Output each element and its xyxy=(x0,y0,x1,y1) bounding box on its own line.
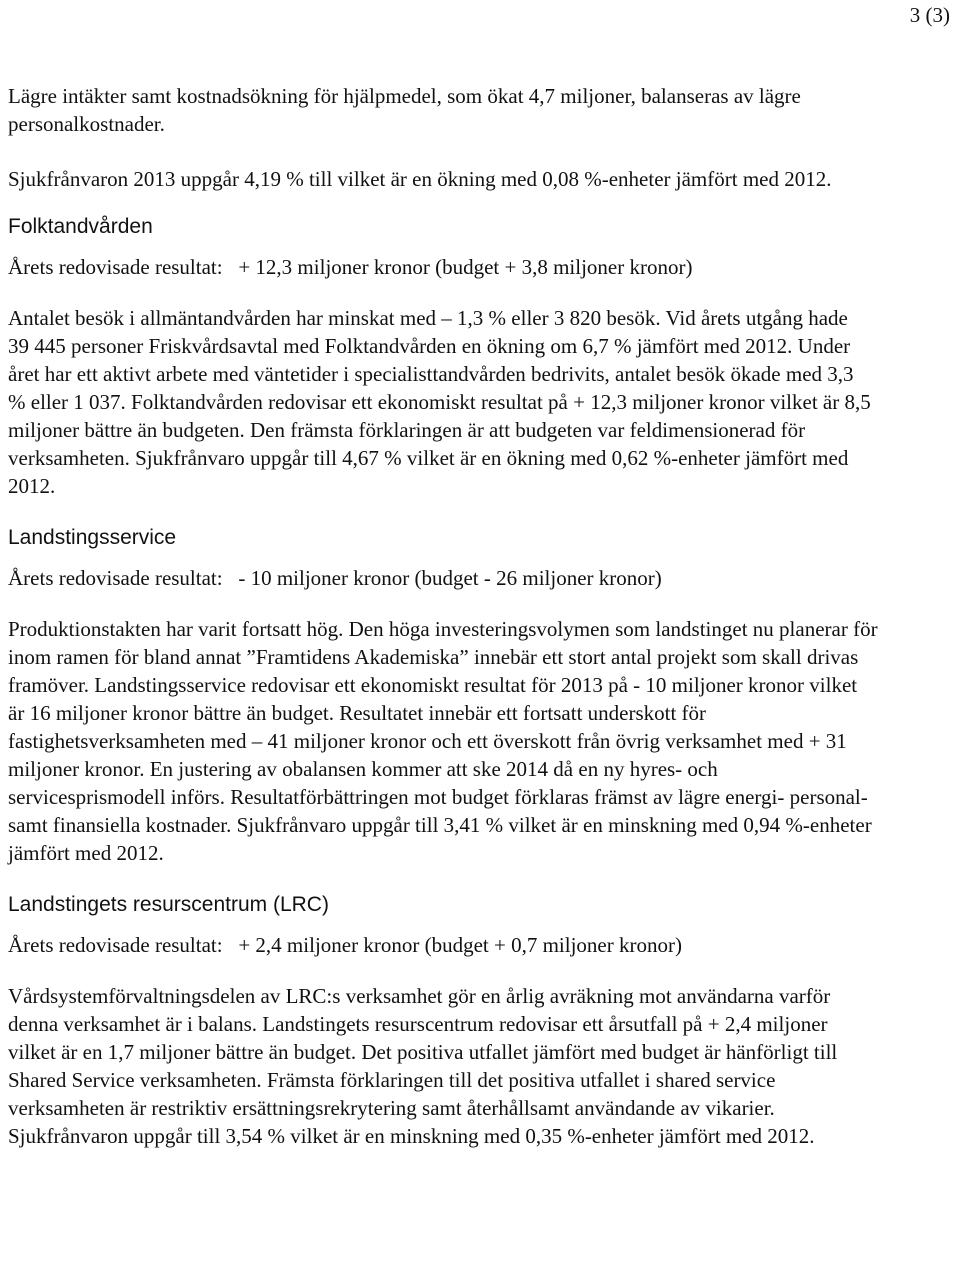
result-line xyxy=(8,931,956,959)
intro-paragraph-1: Lägre intäkter samt kostnadsökning för hjälpmedel, som ökat 4,7 miljoner, balanseras av lägre personalkostnader. xyxy=(8,84,801,136)
result-label: Årets redovisade resultat: xyxy=(8,255,223,279)
result-line xyxy=(8,564,956,592)
intro-paragraph-2: Sjukfrånvaron 2013 uppgår 4,19 % till vilket är en ökning med 0,08 %-enheter jämfört med 2012. xyxy=(8,167,832,191)
result-value: + 12,3 miljoner kronor (budget + 3,8 miljoner kronor) xyxy=(238,255,693,279)
section-landstingsservice xyxy=(8,524,956,867)
section-body: Antalet besök i allmäntandvården har minskat med – 1,3 % eller 3 820 besök. Vid årets utgång hade 39 445 personer Friskvårdsavtal med Folktandvården en ökning om 6,7 % jämfört med 2012. Under året har ett aktivt arbete med väntetider i specialisttandvården bedrivits, antalet besök ökade med 3,3 % eller 1 037. Folktandvården redovisar ett ekonomiskt resultat på + 12,3 miljoner kronor vilket är 8,5 miljoner bättre än budgeten. Den främsta förklaringen är att budgeten var feldimensionerad för verksamheten. Sjukfrånvaro uppgår till 4,67 % vilket är en ökning med 0,62 %-enheter jämfört med 2012. xyxy=(8,306,871,498)
section-heading: Landstingets resurscentrum (LRC) xyxy=(8,893,329,916)
result-value: + 2,4 miljoner kronor (budget + 0,7 miljoner kronor) xyxy=(238,933,682,957)
result-value: - 10 miljoner kronor (budget - 26 miljoner kronor) xyxy=(238,566,662,590)
section-body: Produktionstakten har varit fortsatt hög. Den höga investeringsvolymen som landstinget nu planerar för inom ramen för bland annat ”Framtidens Akademiska” innebär ett stort antal projekt som skall drivas framöver. Landstingsservice redovisar ett ekonomiskt resultat för 2013 på - 10 miljoner kronor vilket är 16 miljoner kronor bättre än budget. Resultatet innebär ett fortsatt underskott för fastighetsverksamheten med – 41 miljoner kronor och ett överskott från övrig verksamhet med + 31 miljoner kronor. En justering av obalansen kommer att ske 2014 då en ny hyres- och servicesprismodell införs. Resultatförbättringen mot budget förklaras främst av lägre energi- personal- samt finansiella kostnader. Sjukfrånvaro uppgår till 3,41 % vilket är en minskning med 0,94 %-enheter jämfört med 2012. xyxy=(8,617,878,865)
section-body: Vårdsystemförvaltningsdelen av LRC:s verksamhet gör en årlig avräkning mot användarna varför denna verksamhet är i balans. Landstingets resurscentrum redovisar ett årsutfall på + 2,4 miljoner vilket är en 1,7 miljoner bättre än budget. Det positiva utfallet jämfört med budget är hänförligt till Shared Service verksamheten. Främsta förklaringen till det positiva utfallet i shared service verksamheten är restriktiv ersättningsrekrytering samt återhållsamt användande av vikarier. Sjukfrånvaron uppgår till 3,54 % vilket är en minskning med 0,35 %-enheter jämfört med 2012. xyxy=(8,984,838,1148)
section-folktandvarden xyxy=(8,213,956,500)
result-label: Årets redovisade resultat: xyxy=(8,933,223,957)
page-number: 3 (3) xyxy=(909,3,950,27)
section-heading: Landstingsservice xyxy=(8,526,177,549)
document-body xyxy=(8,82,956,1150)
section-heading: Folktandvården xyxy=(8,215,153,238)
result-label: Årets redovisade resultat: xyxy=(8,566,223,590)
result-line xyxy=(8,253,956,281)
section-lrc xyxy=(8,891,956,1150)
